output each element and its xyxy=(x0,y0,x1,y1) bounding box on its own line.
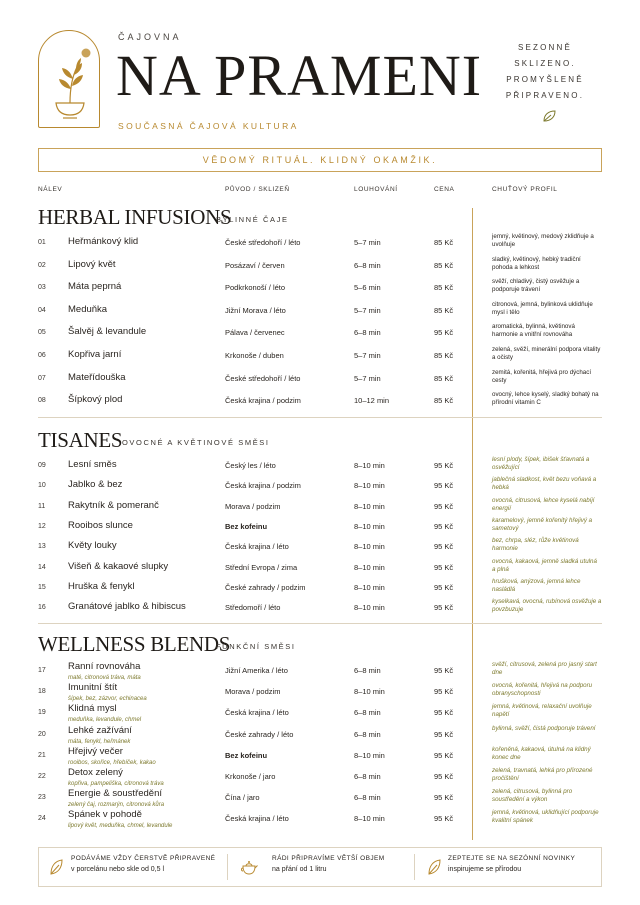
item-ingredients: zelený čaj, rozmarýn, citronová kůra xyxy=(68,802,165,809)
footer-text: v porcelánu nebo skle od 0,5 l xyxy=(71,866,165,873)
item-origin: Jižní Amerika / léto xyxy=(225,666,288,675)
logo-arch xyxy=(38,30,100,128)
menu-item-row xyxy=(38,255,602,279)
item-number: 08 xyxy=(38,397,46,405)
item-number: 02 xyxy=(38,261,46,269)
item-name: Jablko & bez xyxy=(68,479,123,491)
item-price: 95 Kč xyxy=(434,542,454,552)
item-origin: Středomoří / léto xyxy=(225,603,281,613)
footer-text: na přání od 1 litru xyxy=(272,866,327,873)
plant-bowl-icon xyxy=(39,31,101,129)
footer-title: RÁDI PŘIPRAVÍME VĚTŠÍ OBJEM xyxy=(272,855,385,862)
item-origin: Česká krajina / podzim xyxy=(225,481,301,491)
item-steep-time: 8–10 min xyxy=(354,521,385,531)
item-flavor-profile: svěží, chladivý, čistý osvěžuje a podporuje trávení xyxy=(492,278,580,294)
item-name: Heřmánkový klid xyxy=(68,236,139,247)
item-name: Rakytník & pomeranč xyxy=(68,499,159,511)
item-origin: Bez kofeinu xyxy=(225,521,268,531)
item-number: 04 xyxy=(38,306,46,314)
item-flavor-profile: bez, chrpa, sléz, růže květinová harmonie xyxy=(492,537,579,553)
item-flavor-profile: svěží, citrusová, zelená pro jasný start dne xyxy=(492,661,597,676)
footer-item xyxy=(415,848,601,886)
item-ingredients: rooibos, skořice, hřebíček, kakao xyxy=(68,759,156,766)
item-price: 95 Kč xyxy=(434,772,454,781)
item-name: Šalvěj & levandule xyxy=(68,326,147,338)
item-name: Kopřiva jarní xyxy=(68,349,122,360)
item-steep-time: 8–10 min xyxy=(354,501,385,511)
item-flavor-profile: citronová, jemná, bylinková uklidňuje mysl i tělo xyxy=(492,300,593,316)
item-flavor-profile: ovocný, lehce kyselý, sladký bohatý na přírodní vitamin C xyxy=(492,391,599,407)
item-flavor-profile: zelená, svěží, minerální podpora vitality a očisty xyxy=(492,346,601,361)
menu-item-row xyxy=(38,788,602,811)
item-name: Lipový květ xyxy=(68,258,116,270)
column-header-origin: PŮVOD / SKLIZEŇ xyxy=(225,186,290,193)
menu-item-row xyxy=(38,809,602,832)
brand-subtitle: SOUČASNÁ ČAJOVÁ KULTURA xyxy=(118,121,299,131)
item-flavor-profile: ovocná, kakaová, jemně sladká utulná a plná xyxy=(492,557,597,573)
item-price: 85 Kč xyxy=(434,373,454,383)
menu-item-row xyxy=(38,233,602,256)
item-price: 95 Kč xyxy=(434,603,454,613)
item-steep-time: 6–8 min xyxy=(354,772,381,781)
item-number: 11 xyxy=(38,502,46,510)
item-ingredients: kopřiva, pampeliška, citronová tráva xyxy=(68,781,164,787)
overline-text: ČAJOVNA xyxy=(118,32,182,42)
item-steep-time: 6–8 min xyxy=(354,729,381,739)
item-steep-time: 8–10 min xyxy=(354,582,385,592)
item-price: 95 Kč xyxy=(434,328,454,338)
item-price: 95 Kč xyxy=(434,501,454,511)
item-ingredients: maté, citronová tráva, máta xyxy=(68,675,141,681)
item-number: 19 xyxy=(38,709,46,717)
item-number: 24 xyxy=(38,815,46,823)
teapot-icon xyxy=(240,859,258,875)
item-flavor-profile: ovocná, citrusová, lehce kyselá nabíjí energií xyxy=(492,496,595,512)
item-origin: Posázaví / červen xyxy=(225,260,285,270)
item-steep-time: 8–10 min xyxy=(354,687,385,697)
menu-item-row xyxy=(38,767,602,790)
section-subtitle: BYLINNÉ ČAJE xyxy=(216,215,289,224)
item-number: 05 xyxy=(38,329,46,337)
item-name: Granátové jablko & hibiscus xyxy=(68,601,186,613)
item-number: 03 xyxy=(38,284,46,292)
item-number: 18 xyxy=(38,688,46,696)
item-origin: Česká krajina / léto xyxy=(225,814,289,824)
item-steep-time: 8–10 min xyxy=(354,542,385,552)
column-header-profile: CHUŤOVÝ PROFIL xyxy=(492,186,558,193)
item-price: 85 Kč xyxy=(434,260,454,270)
item-name: Spánek v pohodě xyxy=(68,809,142,821)
item-steep-time: 6–8 min xyxy=(354,666,381,675)
item-price: 95 Kč xyxy=(434,687,454,697)
item-origin: Krkonoše / duben xyxy=(225,351,284,360)
item-number: 07 xyxy=(38,374,46,382)
item-steep-time: 5–6 min xyxy=(354,283,381,293)
item-origin: České zahrady / podzim xyxy=(225,582,306,592)
column-header-price: CENA xyxy=(434,186,455,193)
menu-item-row xyxy=(38,323,602,346)
item-flavor-profile: kyselkavá, ovocná, rubínová osvěžuje a povzbuzuje xyxy=(492,598,602,614)
item-price: 95 Kč xyxy=(434,814,454,824)
item-flavor-profile: zelená, travnatá, lehká pro přirozené pročištění xyxy=(492,767,593,782)
section-title: TISANES xyxy=(38,428,123,452)
slogan-line: SKLIZENO. xyxy=(514,59,576,68)
section-title: HERBAL INFUSIONS xyxy=(38,205,232,229)
item-ingredients: lipový květ, meduňka, chmel, levandule xyxy=(68,823,173,830)
slogan-line: PŘIPRAVENO. xyxy=(505,91,585,100)
item-price: 95 Kč xyxy=(434,481,454,491)
item-price: 85 Kč xyxy=(434,305,454,315)
menu-item-row xyxy=(38,598,602,621)
section-title: WELLNESS BLENDS xyxy=(38,632,231,656)
item-price: 95 Kč xyxy=(434,562,454,572)
item-origin: Bez kofeinu xyxy=(225,750,268,760)
item-flavor-profile: lesní plody, šípek, ibišek šťavnatá a osvěžující xyxy=(492,456,590,471)
item-steep-time: 8–10 min xyxy=(354,562,385,572)
item-flavor-profile: ovocná, kořenitá, hřejivá na podporu obranyschopnosti xyxy=(492,682,593,698)
footer-item xyxy=(228,848,414,886)
item-flavor-profile: zemitá, kořenitá, hřejivá pro dýchací cesty xyxy=(492,368,592,384)
item-price: 85 Kč xyxy=(434,283,454,293)
item-steep-time: 5–7 min xyxy=(354,351,381,360)
item-origin: České středohoří / léto xyxy=(225,238,301,247)
item-number: 21 xyxy=(38,751,46,759)
item-flavor-profile: jemný, květinový, medový zklidňuje a uvolňuje xyxy=(492,233,594,248)
item-origin: Střední Evropa / zima xyxy=(225,562,298,572)
item-price: 95 Kč xyxy=(434,793,454,803)
footer-title: ZEPTEJTE SE NA SEZÓNNÍ NOVINKY xyxy=(448,855,576,862)
footer-info xyxy=(38,847,602,887)
item-number: 23 xyxy=(38,794,46,802)
item-number: 15 xyxy=(38,583,46,591)
item-flavor-profile: bylinná, svěží, čistá podporuje trávení xyxy=(492,724,596,732)
item-name: Lesní směs xyxy=(68,459,117,470)
item-name: Klidná mysl xyxy=(68,703,117,715)
item-price: 95 Kč xyxy=(434,729,454,739)
item-number: 09 xyxy=(38,462,46,469)
footer-item xyxy=(39,848,227,886)
item-origin: Česká krajina / léto xyxy=(225,542,289,552)
item-steep-time: 5–7 min xyxy=(354,305,381,315)
leaf-icon xyxy=(49,859,63,875)
item-number: 16 xyxy=(38,604,46,612)
item-steep-time: 8–10 min xyxy=(354,750,385,760)
item-origin: Pálava / červenec xyxy=(225,328,285,338)
item-name: Mateřídouška xyxy=(68,371,126,383)
footer-title: PODÁVÁME VŽDY ČERSTVĚ PŘIPRAVENÉ xyxy=(71,855,216,862)
menu-item-row xyxy=(38,682,602,705)
item-number: 06 xyxy=(38,352,46,359)
menu-item-row xyxy=(38,278,602,301)
menu-item-row xyxy=(38,745,602,769)
item-number: 13 xyxy=(38,543,46,551)
item-flavor-profile: jemná, květinová, uklidňující podporuje kvalitní spánek xyxy=(492,809,599,825)
item-number: 10 xyxy=(38,482,46,490)
item-origin: České zahrady / léto xyxy=(225,729,294,739)
item-steep-time: 6–8 min xyxy=(354,328,381,338)
slogan-line: SEZONNĚ xyxy=(517,43,573,52)
item-origin: Morava / podzim xyxy=(225,501,281,511)
item-name: Květy louky xyxy=(68,540,117,552)
item-name: Máta peprná xyxy=(68,281,122,293)
item-flavor-profile: hrušková, anýzová, jemná lehce nasládlá xyxy=(492,577,581,593)
item-origin: Česká krajina / léto xyxy=(225,708,289,718)
item-name: Rooibos slunce xyxy=(68,519,133,531)
item-origin: Krkonoše / jaro xyxy=(225,772,276,781)
item-steep-time: 6–8 min xyxy=(354,793,381,803)
item-flavor-profile: karamelový, jemně kořenitý hřejivý a sametový xyxy=(492,516,593,532)
column-header-steep: LOUHOVÁNÍ xyxy=(354,186,398,193)
slogan-line: PROMYŠLENĚ xyxy=(506,75,584,84)
leaf-icon xyxy=(542,110,556,122)
item-ingredients: meduňka, levandule, chmel xyxy=(68,717,142,724)
item-flavor-profile: zelená, citrusová, bylinná pro soustředění a výkon xyxy=(492,788,573,804)
item-origin: Jižní Morava / léto xyxy=(225,305,286,315)
item-price: 95 Kč xyxy=(434,461,454,470)
menu-item-row xyxy=(38,661,602,684)
section-divider xyxy=(38,623,602,624)
item-number: 22 xyxy=(38,773,46,780)
item-name: Detox zelený xyxy=(68,767,123,778)
item-steep-time: 6–8 min xyxy=(354,260,381,270)
item-name: Imunitní štít xyxy=(68,682,118,694)
menu-item-row xyxy=(38,391,602,414)
menu-item-row xyxy=(38,368,602,392)
item-price: 95 Kč xyxy=(434,708,454,718)
item-flavor-profile: jablečná sladkost, květ bezu voňavá a hebká xyxy=(492,476,597,492)
item-steep-time: 5–7 min xyxy=(354,238,381,247)
slogan xyxy=(490,40,600,104)
banner: VĚDOMÝ RITUÁL. KLIDNÝ OKAMŽIK. xyxy=(38,148,602,172)
brand-title: NA PRAMENI xyxy=(116,43,483,108)
item-number: 17 xyxy=(38,667,46,674)
section-subtitle: FUNKČNÍ SMĚSI xyxy=(216,642,296,651)
item-name: Šípkový plod xyxy=(68,394,123,406)
section-divider xyxy=(38,417,602,418)
item-number: 14 xyxy=(38,563,46,571)
item-price: 95 Kč xyxy=(434,750,454,760)
item-name: Hřejivý večer xyxy=(68,745,123,757)
item-origin: Český les / léto xyxy=(225,461,276,470)
menu-item-row xyxy=(38,724,602,748)
menu-item-row xyxy=(38,346,602,369)
item-price: 95 Kč xyxy=(434,666,454,675)
item-origin: Podkrkonoší / léto xyxy=(225,283,286,293)
leaf-icon xyxy=(427,859,441,875)
item-origin: Čína / jaro xyxy=(225,793,260,803)
item-number: 20 xyxy=(38,730,46,738)
item-steep-time: 6–8 min xyxy=(354,708,381,718)
item-name: Ranní rovnováha xyxy=(68,661,141,672)
item-price: 95 Kč xyxy=(434,521,454,531)
item-name: Hruška & fenykl xyxy=(68,580,135,592)
item-steep-time: 8–10 min xyxy=(354,814,385,824)
item-steep-time: 8–10 min xyxy=(354,603,385,613)
item-number: 01 xyxy=(38,239,46,246)
item-steep-time: 8–10 min xyxy=(354,481,385,491)
item-number: 12 xyxy=(38,522,46,530)
menu-item-row xyxy=(38,703,602,726)
item-origin: České středohoří / léto xyxy=(225,373,301,383)
item-price: 85 Kč xyxy=(434,396,454,406)
item-name: Višeň & kakaové slupky xyxy=(68,560,169,572)
item-ingredients: šípek, bez, zázvor, echinacea xyxy=(68,696,147,703)
item-name: Lehké zažívání xyxy=(68,724,132,736)
item-name: Energie & soustředění xyxy=(68,788,163,800)
item-steep-time: 5–7 min xyxy=(354,373,381,383)
item-flavor-profile: kořeněná, kakaová, útulná na klidný konec dne xyxy=(492,745,591,761)
item-name: Meduňka xyxy=(68,303,108,315)
section-subtitle: OVOCNÉ A KVĚTINOVÉ SMĚSI xyxy=(122,438,270,447)
footer-text: inspirujeme se přírodou xyxy=(448,866,522,873)
item-ingredients: máta, fenykl, heřmánek xyxy=(68,738,131,745)
column-header-name: NÁLEV xyxy=(38,186,63,193)
item-price: 85 Kč xyxy=(434,351,454,360)
item-price: 95 Kč xyxy=(434,582,454,592)
item-steep-time: 10–12 min xyxy=(354,396,390,406)
item-flavor-profile: jemná, květinová, relaxační uvolňuje napětí xyxy=(492,703,592,719)
item-price: 85 Kč xyxy=(434,238,454,247)
menu-item-row xyxy=(38,300,602,324)
item-flavor-profile: aromatická, bylinná, květinová harmonie a vnitřní rovnováha xyxy=(492,323,575,339)
item-origin: Morava / podzim xyxy=(225,687,281,697)
item-origin: Česká krajina / podzim xyxy=(225,396,301,406)
item-flavor-profile: sladký, květinový, hebký tradiční pohoda a lehkost xyxy=(492,255,581,271)
item-steep-time: 8–10 min xyxy=(354,461,385,470)
